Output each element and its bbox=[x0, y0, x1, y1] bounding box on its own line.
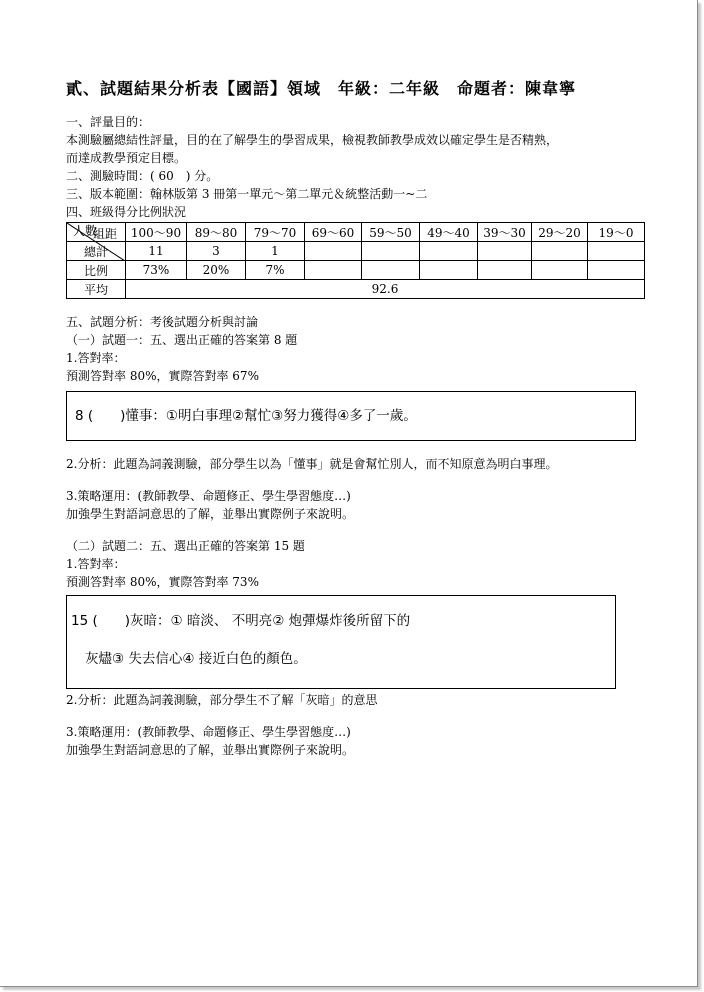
total-cell: 3 bbox=[187, 242, 246, 261]
q1-strategy: 加強學生對語詞意思的了解，並舉出實際例子來說明。 bbox=[66, 507, 355, 521]
section-purpose-text-cont: 而達成教學預定目標。 bbox=[66, 151, 187, 165]
ratio-cell bbox=[305, 261, 362, 280]
range-header: 39～30 bbox=[478, 223, 532, 242]
q1-question-text: 8 ( )懂事：①明白事理②幫忙③努力獲得④多了一歲。 bbox=[75, 408, 417, 424]
total-cell bbox=[478, 242, 532, 261]
total-cell: 1 bbox=[246, 242, 305, 261]
range-header: 59～50 bbox=[362, 223, 420, 242]
range-header: 19～0 bbox=[588, 223, 645, 242]
total-cell bbox=[588, 242, 645, 261]
ratio-cell bbox=[588, 261, 645, 280]
ratio-cell: 20% bbox=[187, 261, 246, 280]
section-purpose-heading: 一、評量目的： bbox=[66, 115, 151, 129]
range-header: 29～20 bbox=[532, 223, 588, 242]
corner-label-range: 組距 bbox=[92, 227, 117, 241]
q2-question-line2: 灰燼③ 失去信心④ 接近白色的顏色。 bbox=[85, 651, 307, 667]
total-cell bbox=[532, 242, 588, 261]
ratio-cell: 7% bbox=[246, 261, 305, 280]
table-row-total bbox=[67, 242, 645, 261]
ratio-cell: 73% bbox=[126, 261, 187, 280]
ratio-label: 比例 bbox=[67, 261, 126, 280]
score-distribution-table bbox=[66, 222, 645, 299]
total-cell bbox=[305, 242, 362, 261]
range-header: 79～70 bbox=[246, 223, 305, 242]
ratio-cell bbox=[362, 261, 420, 280]
total-label: 總計 bbox=[67, 242, 126, 261]
q2-question-line1: 15 ( )灰暗：① 暗淡、 不明亮② 炮彈爆炸後所留下的 bbox=[71, 613, 411, 629]
ratio-cell bbox=[532, 261, 588, 280]
q2-strategy: 加強學生對語詞意思的了解，並舉出實際例子來說明。 bbox=[66, 743, 355, 757]
total-cell bbox=[420, 242, 478, 261]
ratio-cell bbox=[478, 261, 532, 280]
ratio-cell bbox=[420, 261, 478, 280]
corner-label-count: 人數 bbox=[73, 224, 98, 238]
range-header: 100～90 bbox=[126, 223, 187, 242]
table-corner-cell bbox=[67, 223, 126, 242]
table-row-ratio bbox=[67, 261, 645, 280]
q1-heading: （一）試題一：五、選出正確的答案第 8 題 bbox=[66, 333, 298, 347]
q2-analysis: 2.分析：此題為詞義測驗，部分學生不了解「灰暗」的意思 bbox=[66, 693, 378, 707]
document-content bbox=[66, 76, 646, 759]
total-cell: 11 bbox=[126, 242, 187, 261]
range-header: 69～60 bbox=[305, 223, 362, 242]
q2-heading: （二）試題二：五、選出正確的答案第 15 題 bbox=[66, 539, 305, 553]
q1-analysis: 2.分析：此題為詞義測驗，部分學生以為「懂事」就是會幫忙別人，而不知原意為明白事理。 bbox=[66, 457, 558, 471]
range-header: 89～80 bbox=[187, 223, 246, 242]
q2-question-box bbox=[66, 595, 616, 689]
q1-question-box bbox=[66, 391, 636, 441]
analysis-heading: 五、試題分析：考後試題分析與討論 bbox=[66, 315, 259, 329]
q2-rate: 預測答對率 80%，實際答對率 73% bbox=[66, 575, 259, 589]
q2-strategy-label: 3.策略運用：(教師教學、命題修正、學生學習態度…) bbox=[66, 725, 351, 739]
section-test-time: 二、測驗時間：( 60 ) 分。 bbox=[66, 169, 219, 183]
table-row-average bbox=[67, 280, 645, 299]
q1-rate-label: 1.答對率： bbox=[66, 351, 126, 365]
q1-rate: 預測答對率 80%，實際答對率 67% bbox=[66, 369, 259, 383]
section-purpose-text: 本測驗屬總結性評量，目的在了解學生的學習成果，檢視教師教學成效以確定學生是否精熟， bbox=[66, 133, 559, 147]
total-cell bbox=[362, 242, 420, 261]
q2-rate-label: 1.答對率： bbox=[66, 557, 126, 571]
section-version-scope: 三、版本範圍：翰林版第 3 冊第一單元～第二單元＆統整活動一~二 bbox=[66, 187, 428, 201]
average-label: 平均 bbox=[67, 280, 126, 299]
section-score-distribution: 四、班級得分比例狀況 bbox=[66, 205, 187, 219]
table-header-row bbox=[67, 223, 645, 242]
page-title: 貳、試題結果分析表【國語】領域 年級：二年級 命題者：陳韋寧 bbox=[66, 79, 577, 98]
q1-strategy-label: 3.策略運用：(教師教學、命題修正、學生學習態度…) bbox=[66, 489, 351, 503]
range-header: 49～40 bbox=[420, 223, 478, 242]
average-value: 92.6 bbox=[126, 280, 645, 299]
